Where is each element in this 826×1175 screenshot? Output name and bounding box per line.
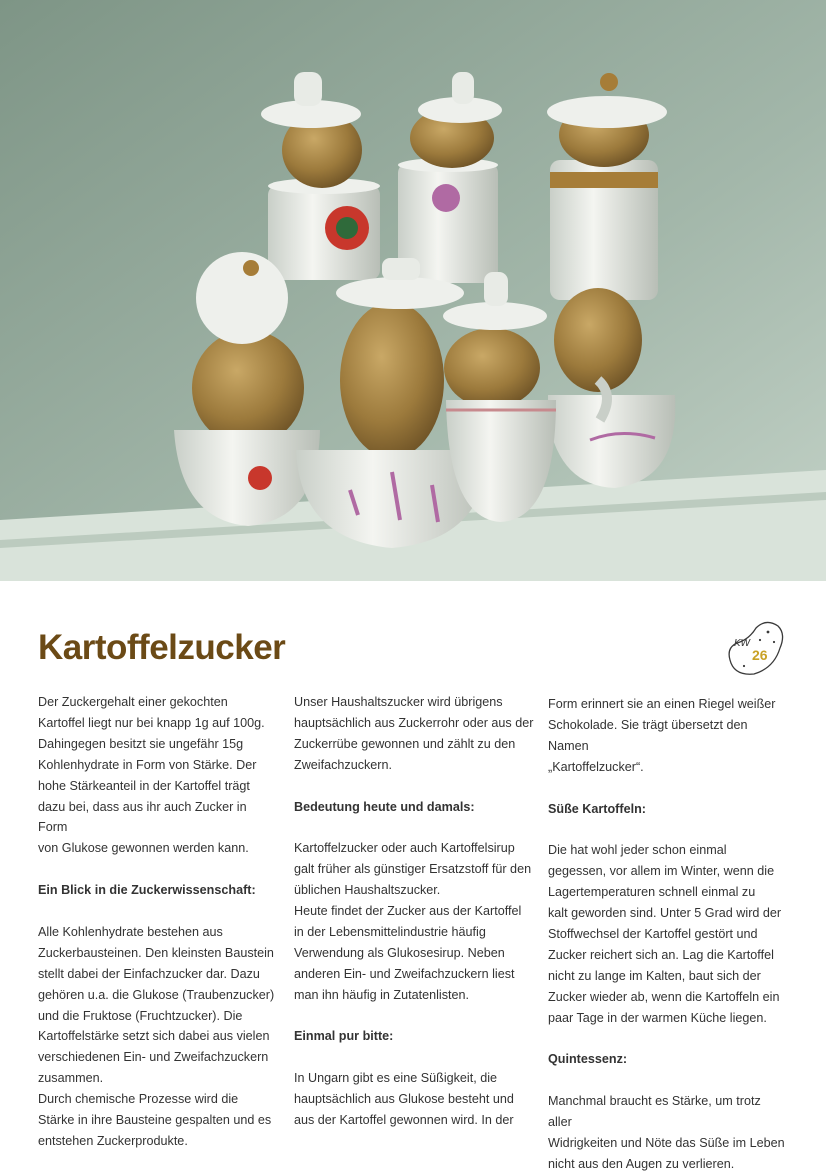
page-title: Kartoffelzucker	[38, 628, 286, 667]
einmal-pur-paragraph: In Ungarn gibt es eine Süßigkeit, die hauptsächlich aus Glukose besteht und aus der Kartoffel gewonnen wird. In der	[294, 1071, 514, 1128]
calendar-week-badge	[722, 616, 786, 680]
suesse-kartoffeln-paragraph: Die hat wohl jeder schon einmal gegessen, vor allem im Winter, wenn die Lagertemperaturen schnell einmal zu kalt geworden sind. Unter 5 Grad wird der Stoffwechsel der Kartoffel gestört und Zucker reichert sich an. Lag die Kartoffel nicht zu lange im Kalten, baut sich der Zucker wieder ab, wenn die Kartoffeln ein paar Tage in der warmen Küche liegen.	[548, 843, 782, 1025]
quintessenz-paragraph: Manchmal braucht es Stärke, um trotz aller Widrigkeiten und Nöte das Süße im Leben nicht aus den Augen zu verlieren.	[548, 1094, 785, 1171]
text-column-3	[548, 694, 788, 1175]
bedeutung-paragraph: Kartoffelzucker oder auch Kartoffelsirup galt früher als günstiger Ersatzstoff für den üblichen Haushaltszucker. Heute findet der Zucker aus der Kartoffel in der Lebensmittelindustrie häufig Verwendung als Glukosesirup. Neben anderen Ein- und Zweifachzuckern liest man ihn häufig in Zutatenlisten.	[294, 841, 532, 1002]
potatoes-in-porcelain-photo	[0, 0, 826, 581]
text-column-2	[294, 692, 534, 1131]
intro-paragraph: Der Zuckergehalt einer gekochten Kartoffel liegt nur bei knapp 1g auf 100g. Dahingegen besitzt sie ungefähr 15g Kohlenhydrate in Form von Stärke. Der hohe Stärkeanteil in der Kartoffel trägt dazu bei, dass aus ihr auch Zucker in Form von Glukose gewonnen werden kann.	[38, 695, 265, 856]
badge-initials: KW	[734, 638, 751, 649]
badge-number: 26	[752, 647, 768, 663]
text-column-1	[38, 692, 278, 1152]
header-photo	[0, 0, 826, 581]
riegel-paragraph: Form erinnert sie an einen Riegel weißer Schokolade. Sie trägt übersetzt den Namen „Kartoffelzucker“.	[548, 697, 776, 774]
section-heading-einmal-pur: Einmal pur bitte:	[294, 1029, 394, 1044]
section-heading-wissenschaft: Ein Blick in die Zuckerwissenschaft:	[38, 883, 256, 898]
section-heading-suesse-kartoffeln: Süße Kartoffeln:	[548, 801, 646, 816]
section-heading-bedeutung: Bedeutung heute und damals:	[294, 799, 475, 814]
haushaltszucker-paragraph: Unser Haushaltszucker wird übrigens hauptsächlich aus Zuckerrohr oder aus der Zuckerrübe gewonnen und zählt zu den Zweifachzuckern.	[294, 695, 534, 772]
section-heading-quintessenz: Quintessenz:	[548, 1052, 628, 1067]
potato-badge-icon	[722, 616, 786, 680]
wissenschaft-paragraph: Alle Kohlenhydrate bestehen aus Zuckerbausteinen. Den kleinsten Baustein stellt dabei der Einfachzucker dar. Dazu gehören u.a. die Glukose (Traubenzucker) und die Fruktose (Fruchtzucker). Die Kartoffelstärke setzt sich dabei aus vielen verschiedenen Ein- und Zweifachzuckern zusammen. Durch chemische Prozesse wird die Stärke in ihre Bausteine gespalten und es entstehen Zuckerprodukte.	[38, 924, 275, 1148]
